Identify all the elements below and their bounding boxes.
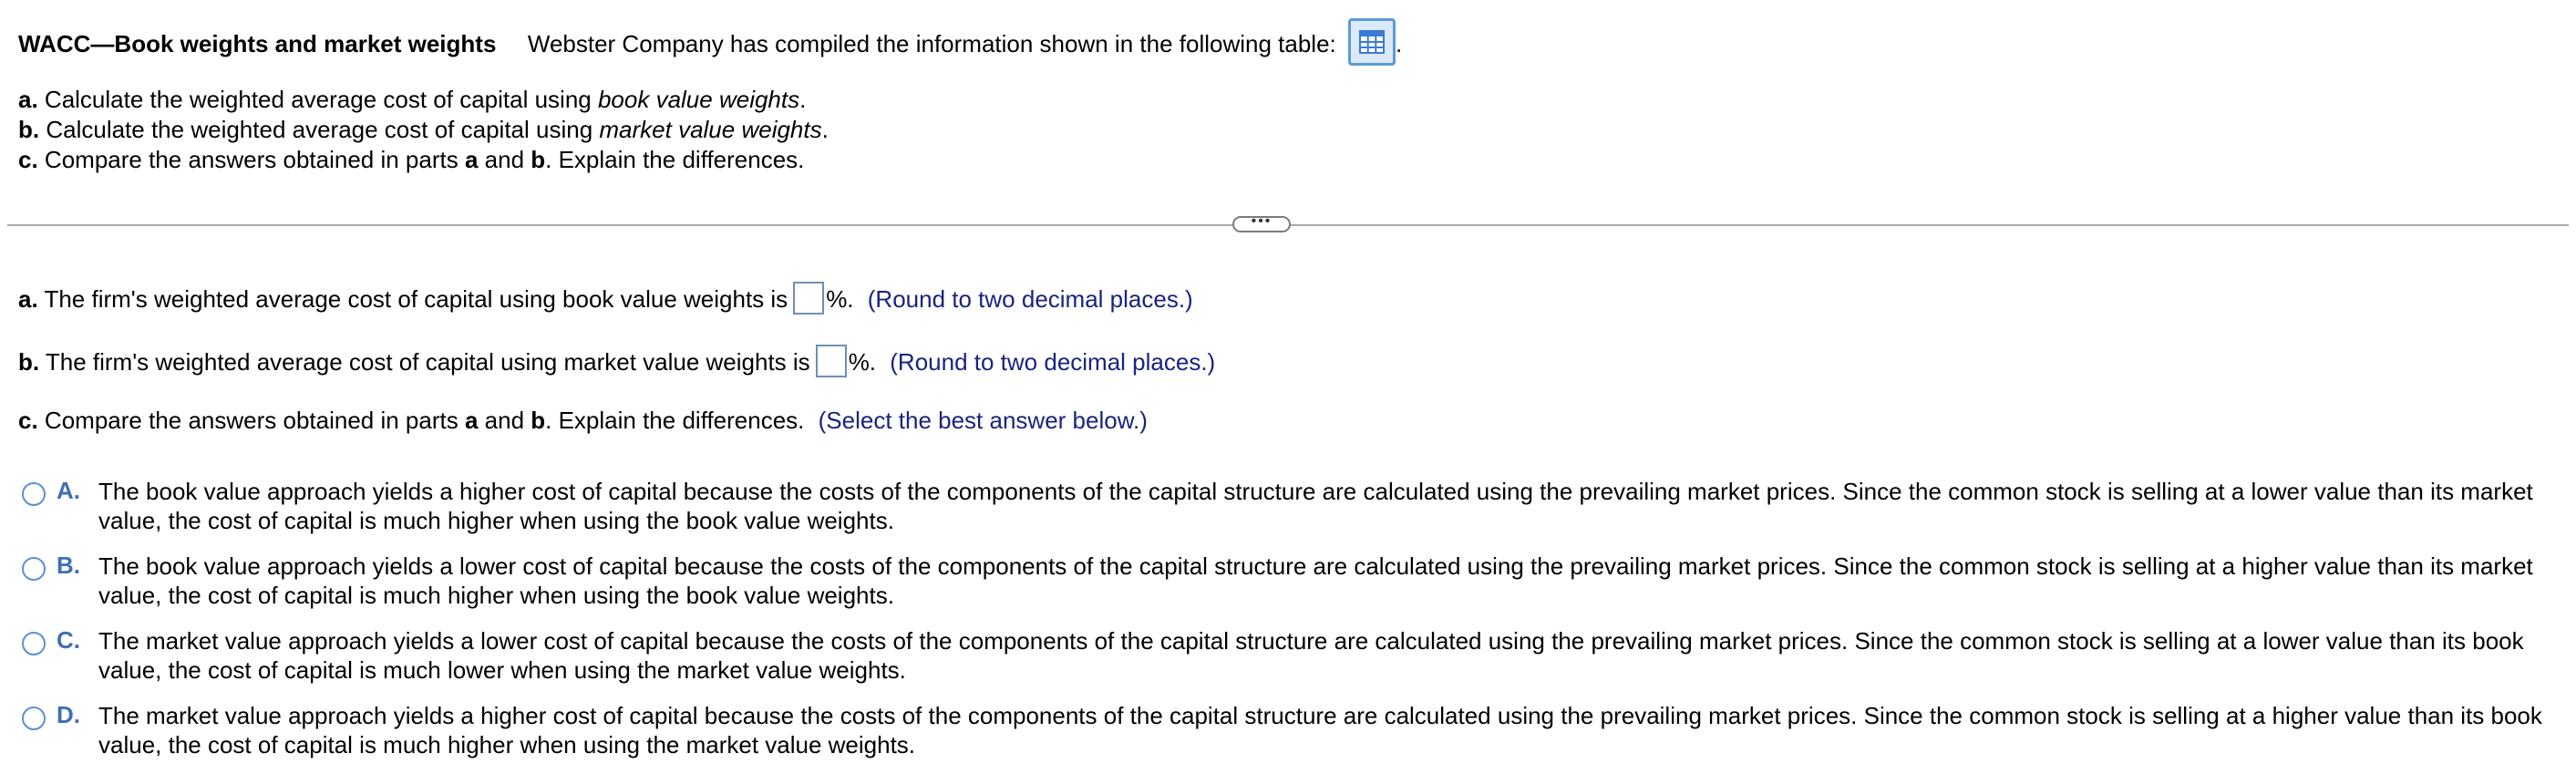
hint-b: (Round to two decimal places.)	[890, 347, 1216, 376]
part-c-instruction: c. Compare the answers obtained in parts a and b. Explain the differences.	[18, 146, 805, 173]
data-table-button[interactable]	[1348, 18, 1396, 66]
radio-button-d[interactable]	[22, 707, 46, 730]
question-a: a. The firm's weighted average cost of capital using book value weights is %. (Round to two decimal places.)	[18, 284, 1193, 317]
radio-button-b[interactable]	[22, 557, 46, 581]
problem-header	[18, 22, 1402, 69]
option-a-letter: A.	[57, 477, 80, 504]
part-b-instruction: b. Calculate the weighted average cost of capital using market value weights.	[18, 116, 829, 143]
problem-intro: Webster Company has compiled the information shown in the following table:	[527, 29, 1336, 57]
radio-button-a[interactable]	[22, 482, 46, 506]
option-c-letter: C.	[57, 626, 80, 654]
answer-a-input[interactable]	[793, 282, 824, 315]
hint-a: (Round to two decimal places.)	[867, 284, 1193, 313]
header-period: .	[1396, 29, 1403, 57]
part-a-instruction: a. Calculate the weighted average cost of capital using book value weights.	[18, 86, 807, 113]
answer-b-input[interactable]	[816, 345, 847, 377]
problem-title: WACC—Book weights and market weights	[18, 29, 497, 57]
option-d-letter: D.	[57, 701, 80, 728]
option-a-text: The book value approach yields a higher cost of capital because the costs of the components of the capital structure are calculated using the prevailing market prices. Since the common stock is selling at a lower value than its market value, the cost of capital is much higher when using the book value weights.	[98, 478, 2533, 534]
radio-button-c[interactable]	[22, 632, 46, 655]
question-c: c. Compare the answers obtained in parts a and b. Explain the differences. (Select the best answer below.)	[18, 407, 1148, 434]
option-b-text: The book value approach yields a lower cost of capital because the costs of the components of the capital structure are calculated using the prevailing market prices. Since the common stock is selling at a higher value than its market value, the cost of capital is much higher when using the book value weights.	[98, 552, 2533, 609]
hint-c: (Select the best answer below.)	[818, 407, 1148, 434]
option-c-text: The market value approach yields a lower cost of capital because the costs of the components of the capital structure are calculated using the prevailing market prices. Since the common stock is selling at a lower value than its book value, the cost of capital is much lower when using the market value weights.	[98, 627, 2524, 684]
option-b-letter: B.	[57, 552, 80, 579]
question-b: b. The firm's weighted average cost of capital using market value weights is %. (Round to two decimal places.)	[18, 347, 1215, 380]
option-d-text: The market value approach yields a higher cost of capital because the costs of the components of the capital structure are calculated using the prevailing market prices. Since the common stock is selling at a higher value than its book value, the cost of capital is much higher when using the market value weights.	[98, 702, 2542, 758]
expand-more-button[interactable]: •••	[1232, 216, 1291, 232]
